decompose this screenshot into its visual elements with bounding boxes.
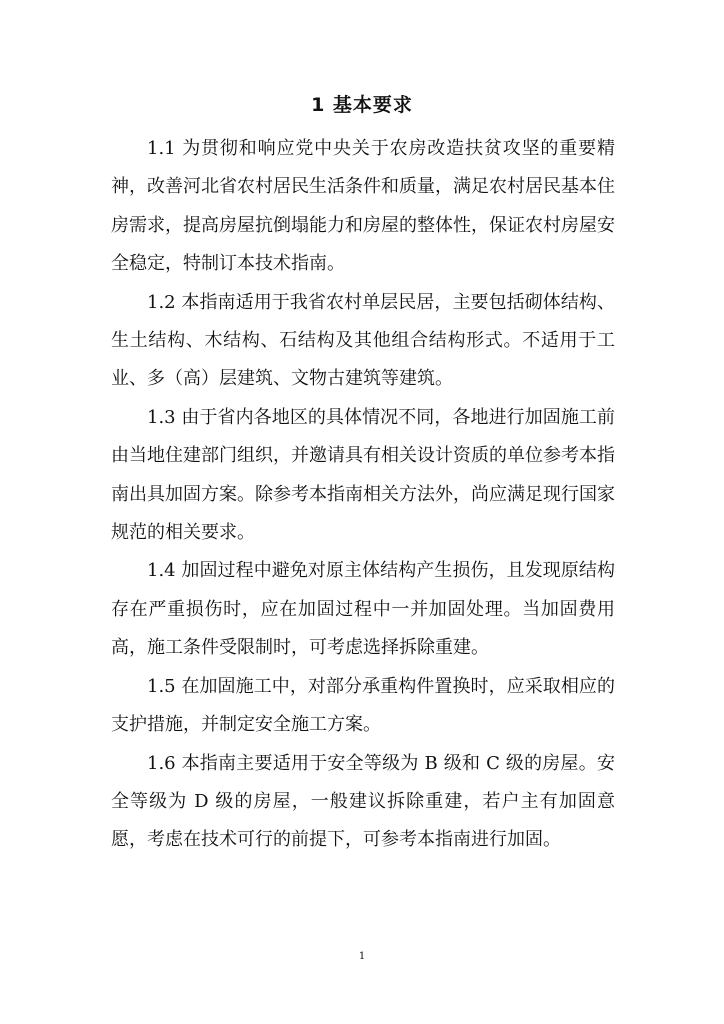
section-title: 1 基本要求 xyxy=(311,94,413,116)
paragraph-1-1: 1.1 为贯彻和响应党中央关于农房改造扶贫攻坚的重要精神，改善河北省农村居民生活条件和质量，满足农村居民基本住房需求，提高房屋抗倒塌能力和房屋的整体性，保证农村房屋安全稳定，特制订本技术指南。 xyxy=(111,138,615,275)
paragraph-1-5: 1.5 在加固施工中，对部分承重构件置换时，应采取相应的支护措施，并制定安全施工方案。 xyxy=(111,675,615,736)
paragraph-1-3: 1.3 由于省内各地区的具体情况不同，各地进行加固施工前由当地住建部门组织，并邀请具有相关设计资质的单位参考本指南出具加固方案。除参考本指南相关方法外，尚应满足现行国家规范的相关要求。 xyxy=(111,406,615,544)
paragraph-1-2: 1.2 本指南适用于我省农村单层民居，主要包括砌体结构、生土结构、木结构、石结构及其他组合结构形式。不适用于工业、多（高）层建筑、文物古建筑等建筑。 xyxy=(111,291,615,390)
page-number: 1 xyxy=(358,951,366,962)
section-body xyxy=(111,130,615,860)
paragraph-1-6: 1.6 本指南主要适用于安全等级为 B 级和 C 级的房屋。安全等级为 D 级的房屋，一般建议拆除重建，若户主有加固意愿，考虑在技术可行的前提下，可参考本指南进行加固。 xyxy=(111,752,615,851)
paragraph-1-4: 1.4 加固过程中避免对原主体结构产生损伤，且发现原结构存在严重损伤时，应在加固过程中一并加固处理。当加固费用高，施工条件受限制时，可考虑选择拆除重建。 xyxy=(111,560,615,659)
